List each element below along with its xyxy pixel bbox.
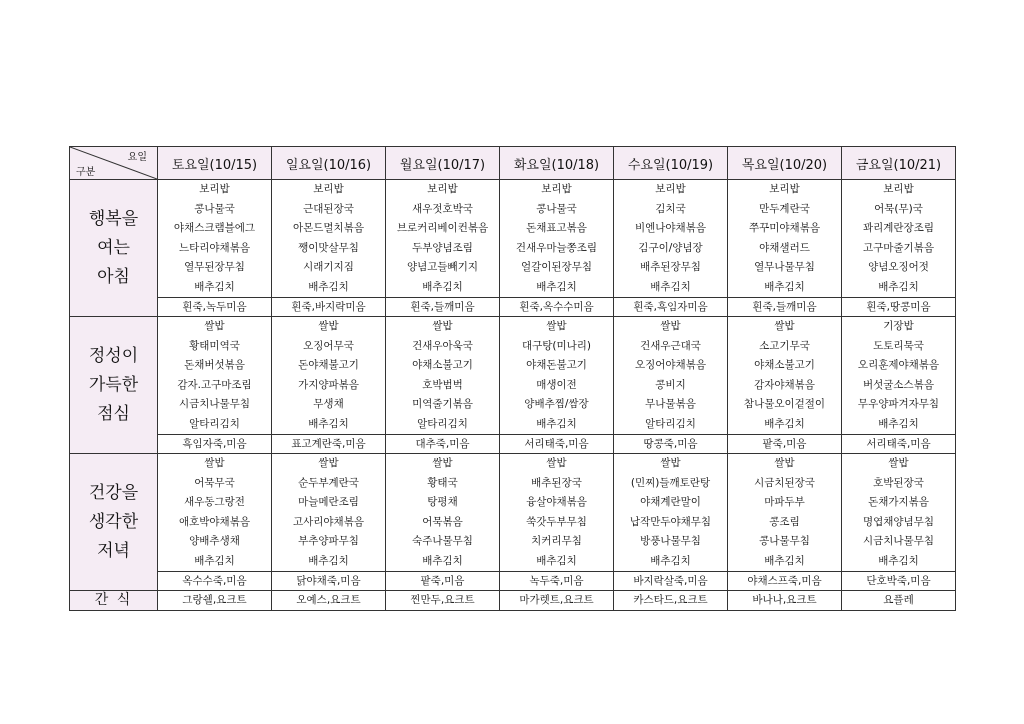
menu-item: 보리밥: [769, 183, 800, 195]
menu-item: 배추김치: [194, 280, 235, 293]
menu-item: 배추김치: [878, 280, 919, 293]
lunch-label: [70, 317, 158, 454]
porridge-item: 바지락살죽,미음: [614, 572, 728, 591]
porridge-item: 단호박죽,미음: [842, 572, 956, 591]
menu-item: 쌀밥: [432, 457, 453, 469]
lunch-day-cell: [386, 317, 500, 435]
menu-item: 보리밥: [313, 183, 344, 195]
menu-item: 부추양파무침: [298, 535, 359, 547]
porridge-item: 흑임자죽,미음: [158, 435, 272, 454]
menu-item: 아몬드멸치볶음: [292, 222, 364, 234]
menu-item: 돈채버섯볶음: [184, 359, 245, 371]
menu-item: 미역줄기볶음: [412, 398, 473, 410]
snack-item: 오예스,요크트: [272, 591, 386, 611]
menu-item: 기장밥: [883, 320, 914, 332]
dinner-day-cell: [614, 454, 728, 572]
menu-item: 야채스크램블에그: [173, 222, 256, 234]
lunch-day-cell: [500, 317, 614, 435]
menu-item: 두부양념조림: [412, 241, 473, 254]
menu-item: 치커리무침: [531, 535, 582, 547]
menu-item: 배추김치: [422, 280, 463, 293]
menu-item: 쌀밥: [774, 457, 795, 469]
menu-item: 새우젓호박국: [412, 202, 473, 215]
breakfast-label: [70, 180, 158, 317]
menu-item: 양배추생채: [189, 535, 240, 547]
corner-label-category: 구분: [76, 167, 96, 178]
menu-item: 배추김치: [650, 280, 691, 293]
dinner-label-line: 생각한: [88, 511, 139, 532]
menu-item: 쌀밥: [888, 457, 909, 469]
porridge-item: 흰죽,녹두미음: [158, 298, 272, 317]
menu-item: 야채돈불고기: [526, 359, 587, 371]
lunch-menu-row: [70, 317, 956, 435]
dinner-menu-row: [70, 454, 956, 572]
menu-item: 양배추찜/쌈장: [524, 398, 589, 410]
menu-item: 쌀밥: [660, 320, 681, 332]
menu-item: 배추김치: [194, 554, 235, 567]
menu-item: 보리밥: [199, 183, 230, 195]
day-header: 금요일(10/21): [842, 147, 956, 180]
menu-item: 배추김치: [536, 417, 577, 430]
lunch-label-line: 점심: [97, 403, 130, 424]
breakfast-day-cell: [842, 180, 956, 298]
menu-item: 양념오징어젓: [868, 261, 929, 273]
menu-item: 쌀밥: [546, 457, 567, 469]
porridge-item: 닭야채죽,미음: [272, 572, 386, 591]
snack-row: [70, 591, 956, 611]
day-header: 토요일(10/15): [158, 147, 272, 180]
lunch-day-cell: [614, 317, 728, 435]
day-header: 일요일(10/16): [272, 147, 386, 180]
menu-item: 쌀밥: [318, 320, 339, 332]
menu-item: 야채샐러드: [759, 241, 810, 254]
menu-item: 오리훈제야채볶음: [857, 359, 940, 371]
menu-item: 돈야채불고기: [298, 359, 359, 371]
snack-item: 찐만두,요크트: [386, 591, 500, 611]
dinner-porridge-row: [70, 572, 956, 591]
snack-item: 요플레: [842, 591, 956, 611]
menu-item: 납작만두야채무침: [629, 515, 712, 528]
menu-item: 감자.고구마조림: [177, 378, 252, 391]
menu-item: 시금치나물무침: [178, 398, 250, 410]
menu-item: 대구탕(미나리): [521, 339, 592, 352]
menu-item: 보리밥: [883, 183, 914, 195]
porridge-item: 흰죽,흑임자미음: [614, 298, 728, 317]
menu-item: 야채소불고기: [754, 359, 815, 371]
menu-item: 알타리김치: [189, 417, 240, 430]
porridge-item: 녹두죽,미음: [500, 572, 614, 591]
menu-item: 쌀밥: [204, 457, 225, 469]
dinner-day-cell: [500, 454, 614, 572]
menu-item: 김구이/양념장: [638, 241, 703, 254]
menu-item: 돈채가지볶음: [868, 496, 929, 508]
menu-item: 비엔나야채볶음: [634, 222, 706, 234]
menu-item: 쌀밥: [432, 320, 453, 332]
menu-item: 소고기무국: [759, 339, 810, 352]
porridge-item: 팥죽,미음: [728, 435, 842, 454]
dinner-day-cell: [158, 454, 272, 572]
dinner-day-cell: [272, 454, 386, 572]
menu-item: 건새우근대국: [640, 339, 701, 352]
day-header: 수요일(10/19): [614, 147, 728, 180]
menu-item: 융살야채볶음: [526, 496, 587, 508]
menu-item: 마늘메란조림: [298, 496, 359, 508]
porridge-item: 흰죽,땅콩미음: [842, 298, 956, 317]
porridge-item: 옥수수죽,미음: [158, 572, 272, 591]
menu-item: 호박된장국: [873, 476, 924, 489]
menu-item: 배추김치: [650, 554, 691, 567]
day-header: 화요일(10/18): [500, 147, 614, 180]
breakfast-day-cell: [500, 180, 614, 298]
menu-item: 콩나물무침: [759, 535, 810, 547]
menu-item: 참나물오이겉절이: [743, 398, 826, 410]
dinner-label-line: 건강을: [88, 482, 139, 503]
menu-item: 건새우마늘쫑조림: [515, 241, 598, 254]
dinner-day-cell: [728, 454, 842, 572]
menu-item: 배추김치: [764, 417, 805, 430]
porridge-item: 야채스프죽,미음: [728, 572, 842, 591]
menu-item: 명엽채양념무침: [862, 515, 934, 528]
breakfast-label-line: 여는: [97, 237, 130, 258]
menu-item: 고사리야채볶음: [292, 515, 364, 528]
porridge-item: 서리태죽,미음: [500, 435, 614, 454]
breakfast-day-cell: [158, 180, 272, 298]
porridge-item: 땅콩죽,미음: [614, 435, 728, 454]
menu-item: 무우양파겨자무침: [857, 398, 940, 410]
dinner-day-cell: [842, 454, 956, 572]
menu-item: 새우동그랑전: [184, 496, 245, 508]
menu-item: 고구마줄기볶음: [862, 241, 934, 254]
porridge-item: 팥죽,미음: [386, 572, 500, 591]
breakfast-menu-row: [70, 180, 956, 298]
menu-item: 쌀밥: [660, 457, 681, 469]
menu-item: 건새우아욱국: [412, 339, 473, 352]
menu-item: 배추김치: [764, 554, 805, 567]
menu-item: 배추김치: [878, 417, 919, 430]
menu-item: 배추김치: [764, 280, 805, 293]
snack-item: 바나나,요크트: [728, 591, 842, 611]
menu-item: 김치국: [655, 202, 686, 215]
menu-item: 쌀밥: [318, 457, 339, 469]
menu-item: 호박범벅: [422, 378, 463, 391]
snack-item: 카스타드,요크트: [614, 591, 728, 611]
corner-label-day: 요일: [127, 152, 147, 163]
menu-item: 열무나물무침: [754, 261, 815, 273]
menu-item: 양념고들빼기지: [406, 261, 478, 273]
porridge-item: 흰죽,바지락미음: [272, 298, 386, 317]
menu-item: 배추김치: [308, 554, 349, 567]
lunch-label-line: 가득한: [88, 374, 139, 395]
lunch-porridge-row: [70, 435, 956, 454]
lunch-day-cell: [728, 317, 842, 435]
menu-item: 보리밥: [541, 183, 572, 195]
menu-item: 콩비지: [655, 378, 686, 391]
snack-item: 그랑쉘,요크트: [158, 591, 272, 611]
dinner-label-line: 저녁: [97, 540, 130, 561]
menu-item: 시래기지짐: [303, 261, 354, 273]
menu-item: 배추된장국: [531, 476, 582, 489]
day-header: 목요일(10/20): [728, 147, 842, 180]
menu-item: 감자야채볶음: [754, 378, 815, 391]
menu-item: 배추김치: [422, 554, 463, 567]
menu-item: 무나물볶음: [645, 398, 696, 410]
breakfast-day-cell: [386, 180, 500, 298]
menu-item: 느타리야채볶음: [178, 241, 250, 254]
menu-item: 꽈리계란장조림: [862, 222, 934, 234]
porridge-item: 대추죽,미음: [386, 435, 500, 454]
breakfast-day-cell: [272, 180, 386, 298]
menu-item: 근대된장국: [303, 202, 354, 215]
menu-item: 시금치된장국: [754, 476, 815, 489]
menu-item: 어묵(무)국: [874, 202, 923, 215]
porridge-item: 서리태죽,미음: [842, 435, 956, 454]
porridge-item: 표고계란죽,미음: [272, 435, 386, 454]
menu-item: 쌀밥: [204, 320, 225, 332]
menu-item: 어묵볶음: [422, 515, 463, 528]
porridge-item: 흰죽,들깨미음: [386, 298, 500, 317]
menu-item: (민찌)들깨토란탕: [630, 476, 711, 489]
snack-item: 마가렛트,요크트: [500, 591, 614, 611]
dinner-label: [70, 454, 158, 591]
menu-item: 도토리묵국: [873, 339, 924, 352]
menu-item: 배추된장무침: [640, 261, 701, 273]
menu-item: 배추김치: [536, 554, 577, 567]
menu-item: 보리밥: [655, 183, 686, 195]
lunch-day-cell: [842, 317, 956, 435]
menu-item: 숙주나물무침: [412, 535, 473, 547]
dinner-day-cell: [386, 454, 500, 572]
menu-item: 쨍이맛살무침: [298, 241, 359, 254]
menu-item: 쌀밥: [546, 320, 567, 332]
menu-item: 만두계란국: [759, 202, 810, 215]
menu-item: 황태미역국: [189, 339, 240, 352]
menu-item: 콩나물국: [194, 202, 235, 215]
porridge-item: 흰죽,들깨미음: [728, 298, 842, 317]
menu-item: 오징어야채볶음: [634, 359, 706, 371]
breakfast-porridge-row: [70, 298, 956, 317]
header-row: [70, 147, 956, 180]
menu-item: 콩조림: [769, 515, 800, 528]
menu-item: 배추김치: [878, 554, 919, 567]
menu-item: 콩나물국: [536, 202, 577, 215]
menu-item: 가지양파볶음: [298, 378, 359, 391]
menu-item: 오징어무국: [303, 339, 354, 352]
menu-item: 배추김치: [536, 280, 577, 293]
lunch-day-cell: [272, 317, 386, 435]
meal-menu-table: [69, 146, 956, 611]
menu-item: 알타리김치: [417, 417, 468, 430]
day-header: 월요일(10/17): [386, 147, 500, 180]
corner-cell: [70, 147, 158, 180]
snack-label: 간 식: [70, 591, 158, 611]
menu-item: 시금치나물무침: [862, 535, 934, 547]
menu-item: 버섯굴소스볶음: [862, 378, 934, 391]
menu-item: 열무된장무침: [184, 261, 245, 273]
menu-item: 보리밥: [427, 183, 458, 195]
menu-body: [70, 180, 956, 611]
breakfast-day-cell: [614, 180, 728, 298]
menu-item: 알타리김치: [645, 417, 696, 430]
breakfast-label-line: 아침: [97, 266, 130, 287]
menu-item: 탕평채: [427, 496, 458, 508]
menu-item: 어묵무국: [194, 476, 235, 489]
menu-item: 야채계란말이: [640, 496, 701, 508]
menu-item: 마파두부: [764, 496, 805, 508]
menu-item: 야채소불고기: [412, 359, 473, 371]
lunch-day-cell: [158, 317, 272, 435]
menu-item: 배추김치: [308, 417, 349, 430]
menu-item: 애호박야채볶음: [178, 515, 250, 528]
menu-item: 돈채표고볶음: [526, 222, 587, 234]
menu-item: 쑥갓두부무침: [526, 515, 587, 528]
menu-item: 쌀밥: [774, 320, 795, 332]
lunch-label-line: 정성이: [88, 345, 139, 366]
porridge-item: 흰죽,옥수수미음: [500, 298, 614, 317]
menu-item: 무생채: [313, 398, 344, 410]
breakfast-day-cell: [728, 180, 842, 298]
menu-item: 쭈꾸미야채볶음: [748, 222, 820, 234]
menu-item: 방풍나물무침: [640, 535, 701, 547]
menu-item: 얼갈이된장무침: [520, 261, 592, 273]
menu-item: 배추김치: [308, 280, 349, 293]
menu-item: 순두부계란국: [298, 476, 359, 489]
menu-item: 매생이전: [536, 378, 577, 391]
breakfast-label-line: 행복을: [88, 208, 139, 229]
menu-item: 황태국: [427, 476, 458, 489]
menu-item: 브로커리베이컨볶음: [396, 222, 489, 234]
